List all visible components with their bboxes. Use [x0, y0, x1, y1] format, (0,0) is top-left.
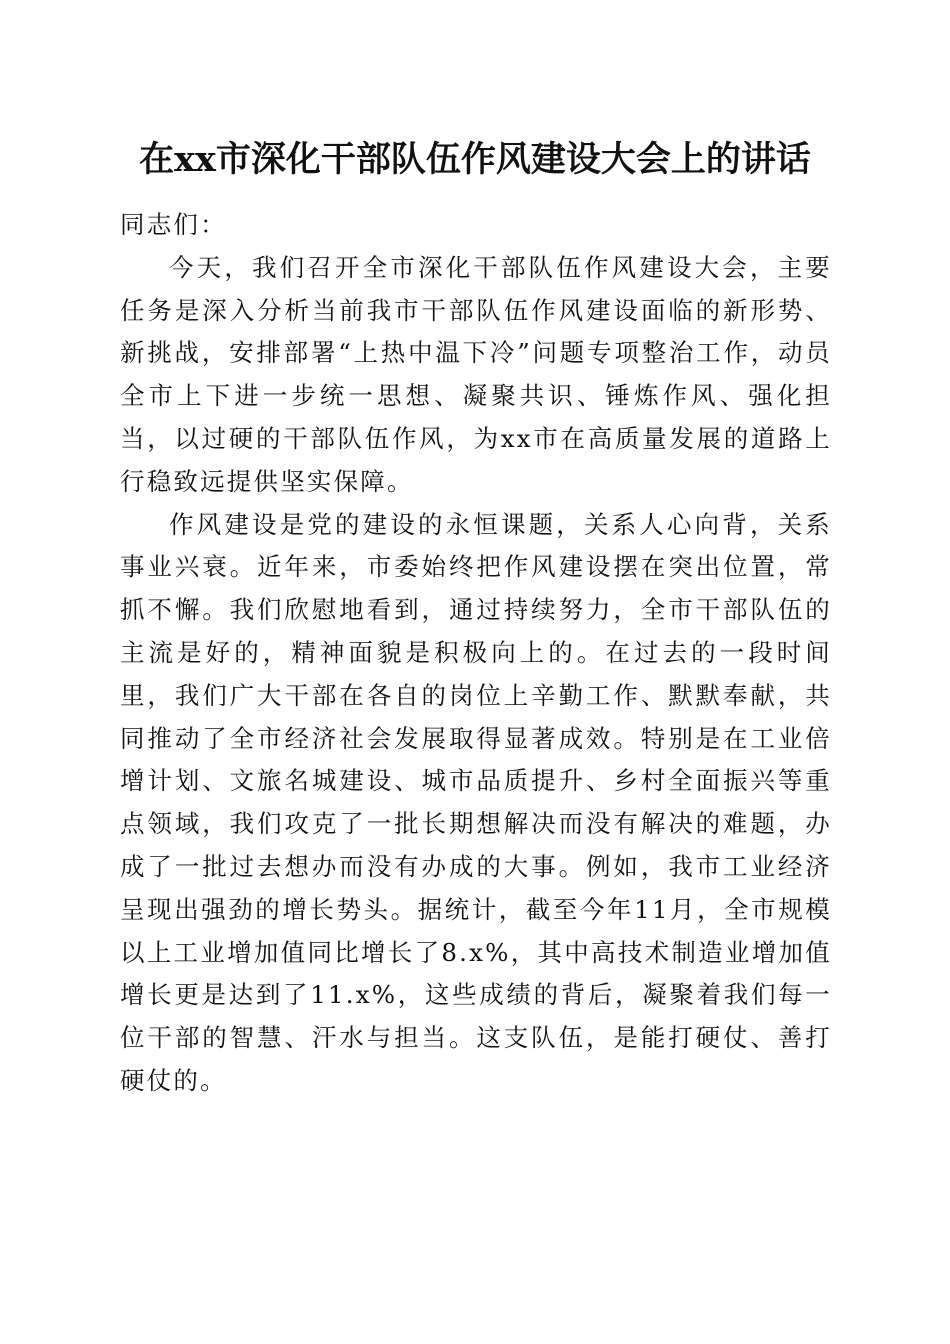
paragraph-2: 作风建设是党的建设的永恒课题，关系人心向背，关系事业兴衰。近年来，市委始终把作风建设摆在突出位置，常抓不懈。我们欣慰地看到，通过持续努力，全市干部队伍的主流是好的，精神面貌是积极向上的。在过去的一段时间里，我们广大干部在各自的岗位上辛勤工作、默默奉献，共同推动了全市经济社会发展取得显著成效。特别是在工业倍增计划、文旅名城建设、城市品质提升、乡村全面振兴等重点领域，我们攻克了一批长期想解决而没有解决的难题，办成了一批过去想办而没有办成的大事。例如，我市工业经济呈现出强劲的增长势头。据统计，截至今年11月，全市规模以上工业增加值同比增长了8.x%，其中高技术制造业增加值增长更是达到了11.x%，这些成绩的背后，凝聚着我们每一位干部的智慧、汗水与担当。这支队伍，是能打硬仗、善打硬仗的。: [120, 509, 832, 1095]
document-title: 在xx市深化干部队伍作风建设大会上的讲话: [139, 139, 811, 180]
paragraph-1: 今天，我们召开全市深化干部队伍作风建设大会，主要任务是深入分析当前我市干部队伍作风建设面临的新形势、新挑战，安排部署“上热中温下冷”问题专项整治工作，动员全市上下进一步统一思想、凝聚共识、锤炼作风、强化担当，以过硬的干部队伍作风，为xx市在高质量发展的道路上行稳致远提供坚实保障。: [120, 252, 832, 496]
salutation: 同志们：: [120, 210, 227, 239]
document-body: [120, 204, 832, 1103]
